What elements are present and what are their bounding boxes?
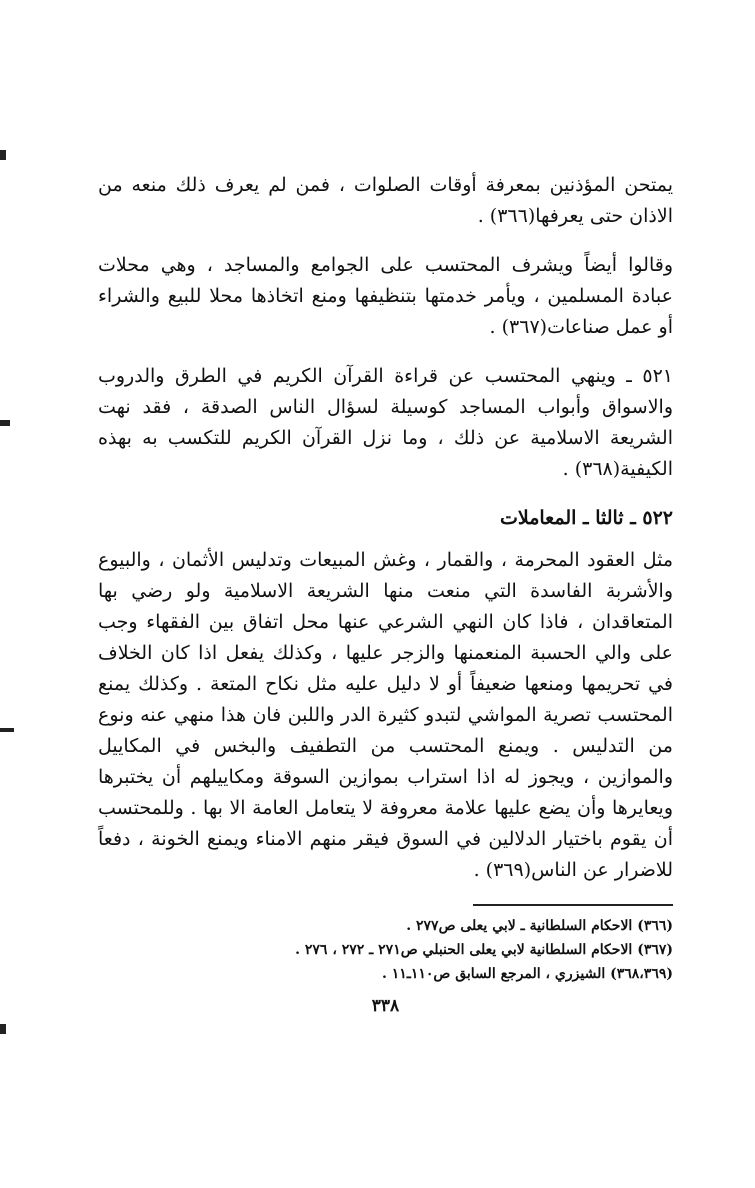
scan-edge-mark (0, 728, 14, 732)
paragraph-muezzins: يمتحن المؤذنين بمعرفة أوقات الصلوات ، فمن لم يعرف ذلك منعه من الاذان حتى يعرفها(٣٦٦) . (98, 174, 673, 227)
scan-edge-mark (0, 150, 6, 160)
footnote-368-369: (٣٦٨،٣٦٩) الشيزري ، المرجع السابق ص١١٠ـ١١ . (381, 966, 673, 982)
footnote-366: (٣٦٦) الاحكام السلطانية ـ لابي يعلى ص٢٧٧ . (406, 918, 673, 934)
footnotes (98, 914, 673, 986)
page-number: ٣٣٨ (371, 996, 400, 1016)
scan-edge-mark (0, 420, 10, 426)
paragraph-521-quran-recitation: ٥٢١ ـ وينهي المحتسب عن قراءة القرآن الكريم في الطرق والدروب والاسواق وأبواب المساجد كوسيلة لسؤال الناس الصدقة ، فقد نهت الشريعة الاسلامية عن ذلك ، وما نزل القرآن الكريم للتكسب به بهذه الكيفية(٣٦٨) . (98, 365, 673, 480)
scan-edge-mark (0, 1024, 6, 1034)
paragraph-transactions: مثل العقود المحرمة ، والقمار ، وغش المبيعات وتدليس الأثمان ، والبيوع والأشربة الفاسدة التي منعت منها الشريعة الاسلامية ولو رضي بها المتعاقدان ، فاذا كان النهي الشرعي عنها محل اتفاق بين الفقهاء وجب على والي الحسبة المنعمنها والزجر عليها ، وكذلك يفعل اذا كان الخلاف في تحريمها ومنعها ضعيفاً أو لا دليل عليه مثل نكاح المتعة . وكذلك يمنع المحتسب تصرية المواشي لتبدو كثيرة الدر واللبن فان هذا منهي عنه ونوع من التدليس . ويمنع المحتسب من التطفيف والبخس في المكاييل والموازين ، ويجوز له اذا استراب بموازين السوقة ومكاييلهم أن يختبرها ويعايرها وأن يضع عليها علامة معروفة لا يتعامل العامة الا بها . وللمحتسب أن يقوم باختيار الدلالين في السوق فيقر منهم الامناء ويمنع الخونة ، دفعاً للاضرار عن الناس(٣٦٩) . (98, 549, 673, 881)
paragraph-mosques: وقالوا أيضاً ويشرف المحتسب على الجوامع والمساجد ، وهي محلات عبادة المسلمين ، ويأمر خدمتها بتنظيفها ومنع اتخاذها محلا للبيع والشراء أو عمل صناعات(٣٦٧) . (98, 254, 673, 338)
footnote-divider (473, 904, 673, 906)
footnote-367: (٣٦٧) الاحكام السلطانية لابي يعلى الحنبلي ص٢٧١ ـ ٢٧٢ ، ٢٧٦ . (295, 942, 673, 958)
section-heading-transactions: ٥٢٢ ـ ثالثا ـ المعاملات (499, 507, 673, 529)
document-page (98, 170, 673, 1016)
